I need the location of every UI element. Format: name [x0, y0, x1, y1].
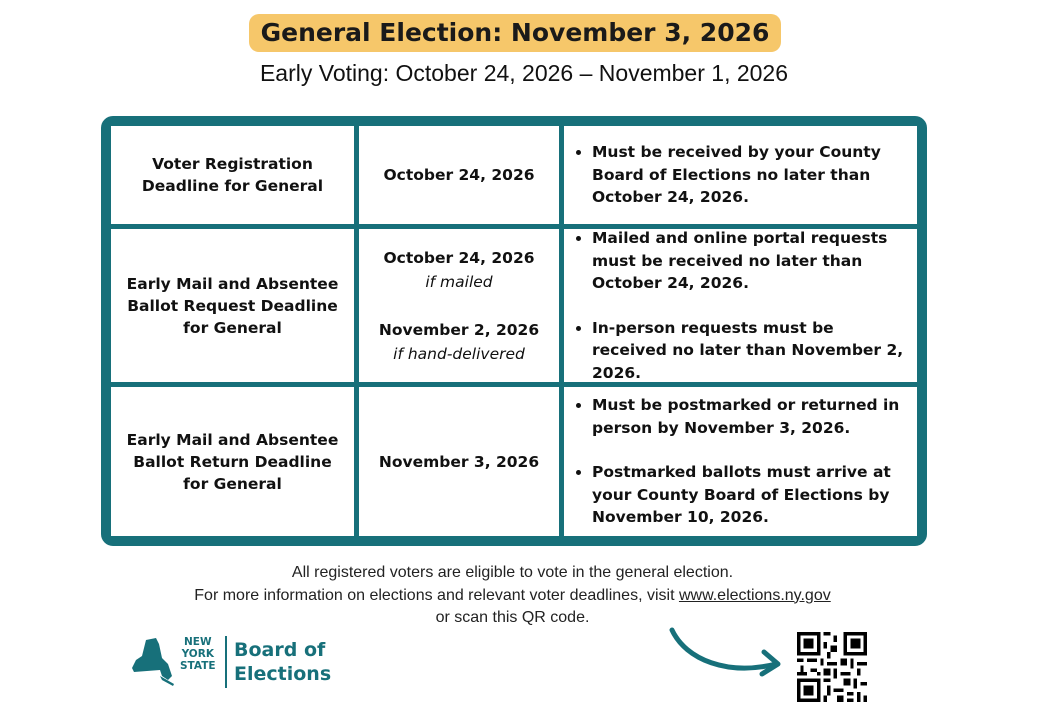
curved-arrow-icon	[668, 624, 788, 684]
title-banner	[0, 14, 1030, 52]
row-dates-ballot-return	[359, 387, 559, 536]
note-item: • Must be received by your County Board of Elections no later than October 24, 2026.	[592, 141, 909, 209]
note-item: • In-person requests must be received no later than November 2, 2026.	[592, 317, 909, 385]
footer-line-3: or scan this QR code.	[435, 609, 590, 626]
row-notes-ballot-request	[564, 229, 917, 382]
date-value: October 24, 2026	[383, 248, 535, 267]
footer-line-2	[0, 585, 1025, 608]
logo-state-text	[180, 636, 216, 672]
logo-state-line: YORK	[181, 648, 214, 660]
date-note: if mailed	[425, 272, 493, 291]
nys-board-of-elections-logo	[132, 632, 332, 692]
row-label-ballot-request: Early Mail and Absentee Ballot Request Deadline for General	[111, 229, 354, 382]
footer-line-1: All registered voters are eligible to vote in the general election.	[291, 564, 734, 581]
logo-org-text	[234, 638, 331, 686]
row-dates-ballot-request	[359, 229, 559, 382]
logo-divider	[225, 636, 227, 688]
row-dates-registration	[359, 126, 559, 224]
logo-org-line: Elections	[234, 663, 332, 685]
qr-code-icon[interactable]	[797, 632, 867, 702]
deadline-table	[101, 116, 927, 546]
early-voting-subtitle: Early Voting: October 24, 2026 – November 1, 2026	[259, 60, 789, 86]
logo-state-line: NEW	[184, 636, 212, 648]
logo-state-line: STATE	[180, 660, 216, 672]
new-york-state-map-icon	[132, 638, 176, 688]
page-title: General Election: November 3, 2026	[249, 14, 782, 52]
row-label-registration: Voter Registration Deadline for General	[111, 126, 354, 224]
note-item: • Mailed and online portal requests must be received no later than October 24, 2026.	[592, 227, 909, 295]
row-notes-ballot-return	[564, 387, 917, 536]
logo-org-line: Board of	[234, 639, 326, 661]
footer-line-2-text: For more information on elections and relevant voter deadlines, visit	[194, 586, 679, 604]
note-item: • Must be postmarked or returned in person by November 3, 2026.	[592, 394, 909, 439]
date-value: October 24, 2026	[383, 166, 535, 184]
date-value: November 3, 2026	[378, 452, 540, 471]
note-item: • Postmarked ballots must arrive at your County Board of Elections by November 10, 2026.	[592, 461, 909, 529]
row-notes-registration	[564, 126, 917, 224]
row-label-ballot-return: Early Mail and Absentee Ballot Return Deadline for General	[111, 387, 354, 536]
footer-info	[0, 562, 1025, 630]
date-note: if hand-delivered	[393, 344, 525, 363]
date-value: November 2, 2026	[378, 320, 540, 339]
elections-website-link[interactable]: www.elections.ny.gov	[678, 586, 831, 604]
